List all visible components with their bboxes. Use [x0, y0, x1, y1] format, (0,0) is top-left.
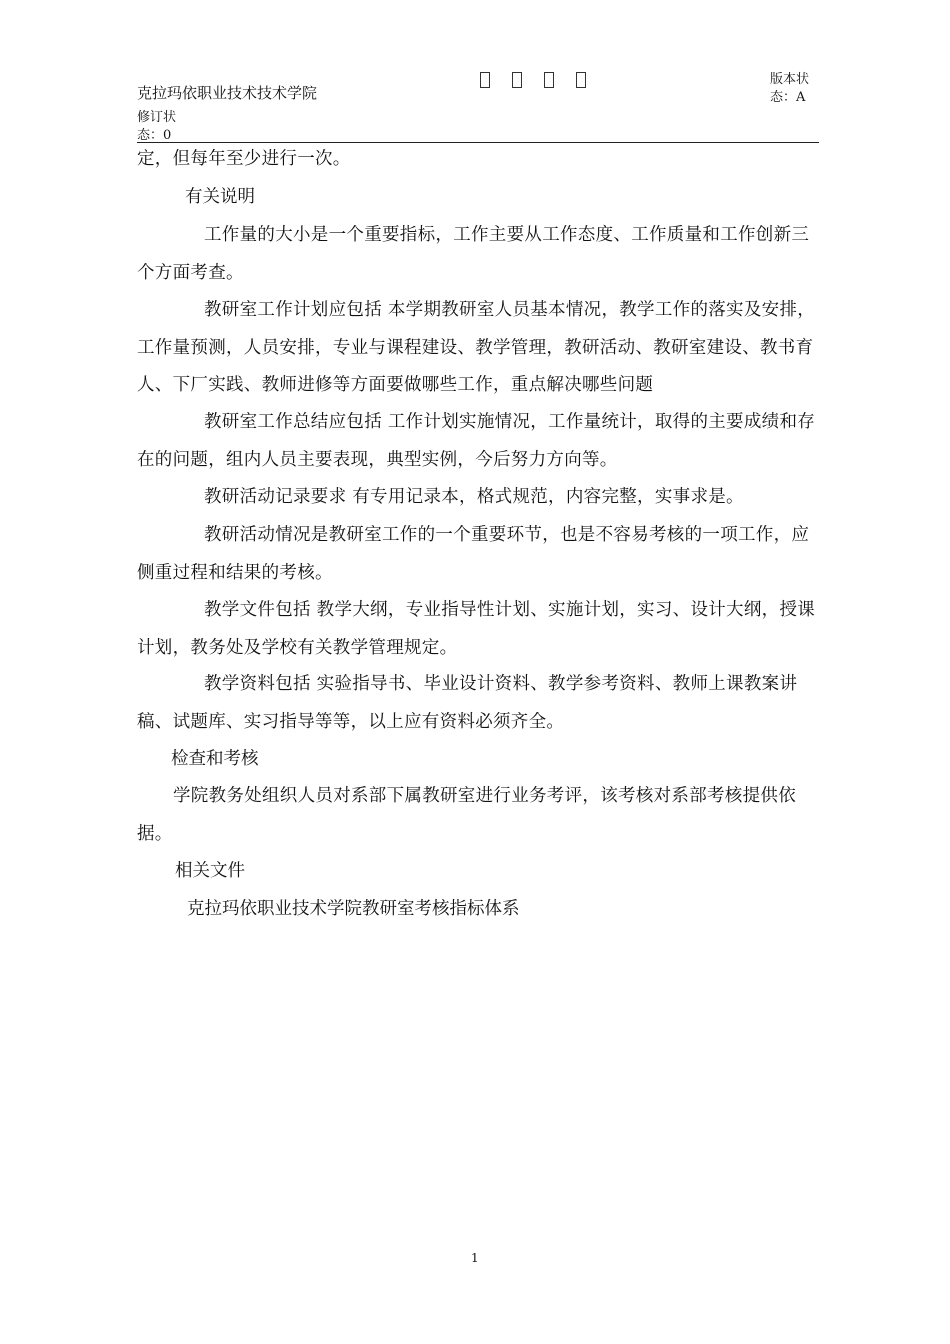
- header-revision-status: 修订状态：0: [137, 110, 177, 143]
- paragraph-work-plan: 教研室工作计划应包括 本学期教研室人员基本情况，教学工作的落实及安排，工作量预测，人员安排，专业与课程建设、教学管理，教研活动、教研室建设、教书育人、下厂实践、教师进修等方面要做哪些工作，重点解决哪些问题: [137, 300, 816, 395]
- header-institution: 克拉玛依职业技术技术学院: [137, 84, 318, 102]
- paragraph-teaching-docs: 教学文件包括 教学大纲，专业指导性计划、实施计划，实习、设计大纲，授课计划，教务处及学校有关教学管理规定。: [137, 600, 816, 658]
- paragraph-work-summary: 教研室工作总结应包括 工作计划实施情况，工作量统计，取得的主要成绩和存在的问题，组内人员主要表现，典型实例，今后努力方向等。: [137, 412, 816, 470]
- check-text: 学院教务处组织人员对系部下属教研室进行业务考评，该考核对系部考核提供依据。: [137, 786, 796, 844]
- placeholder-glyph-icon: [480, 72, 490, 88]
- check-heading: 检查和考核: [171, 749, 259, 769]
- paragraph-workload: 工作量的大小是一个重要指标，工作主要从工作态度、工作质量和工作创新三个方面考查。: [137, 225, 810, 283]
- continuation-text: 定，但每年至少进行一次。: [137, 149, 351, 169]
- header-placeholder-glyphs: [480, 72, 586, 88]
- paragraph-activity-record: 教研活动记录要求 有专用记录本，格式规范，内容完整，实事求是。: [204, 487, 744, 507]
- paragraph-teaching-materials: 教学资料包括 实验指导书、毕业设计资料、教学参考资料、教师上课教案讲稿、试题库、实习指导等等，以上应有资料必须齐全。: [137, 674, 798, 732]
- related-heading: 相关文件: [175, 861, 245, 881]
- placeholder-glyph-icon: [512, 72, 522, 88]
- placeholder-glyph-icon: [544, 72, 554, 88]
- related-document: 克拉玛依职业技术学院教研室考核指标体系: [187, 899, 520, 919]
- header-version-status: 版本状态：A: [770, 72, 810, 105]
- placeholder-glyph-icon: [576, 72, 586, 88]
- notes-heading: 有关说明: [185, 187, 255, 207]
- paragraph-activity-status: 教研活动情况是教研室工作的一个重要环节，也是不容易考核的一项工作，应侧重过程和结果的考核。: [137, 525, 810, 583]
- page-number: 1: [471, 1251, 479, 1265]
